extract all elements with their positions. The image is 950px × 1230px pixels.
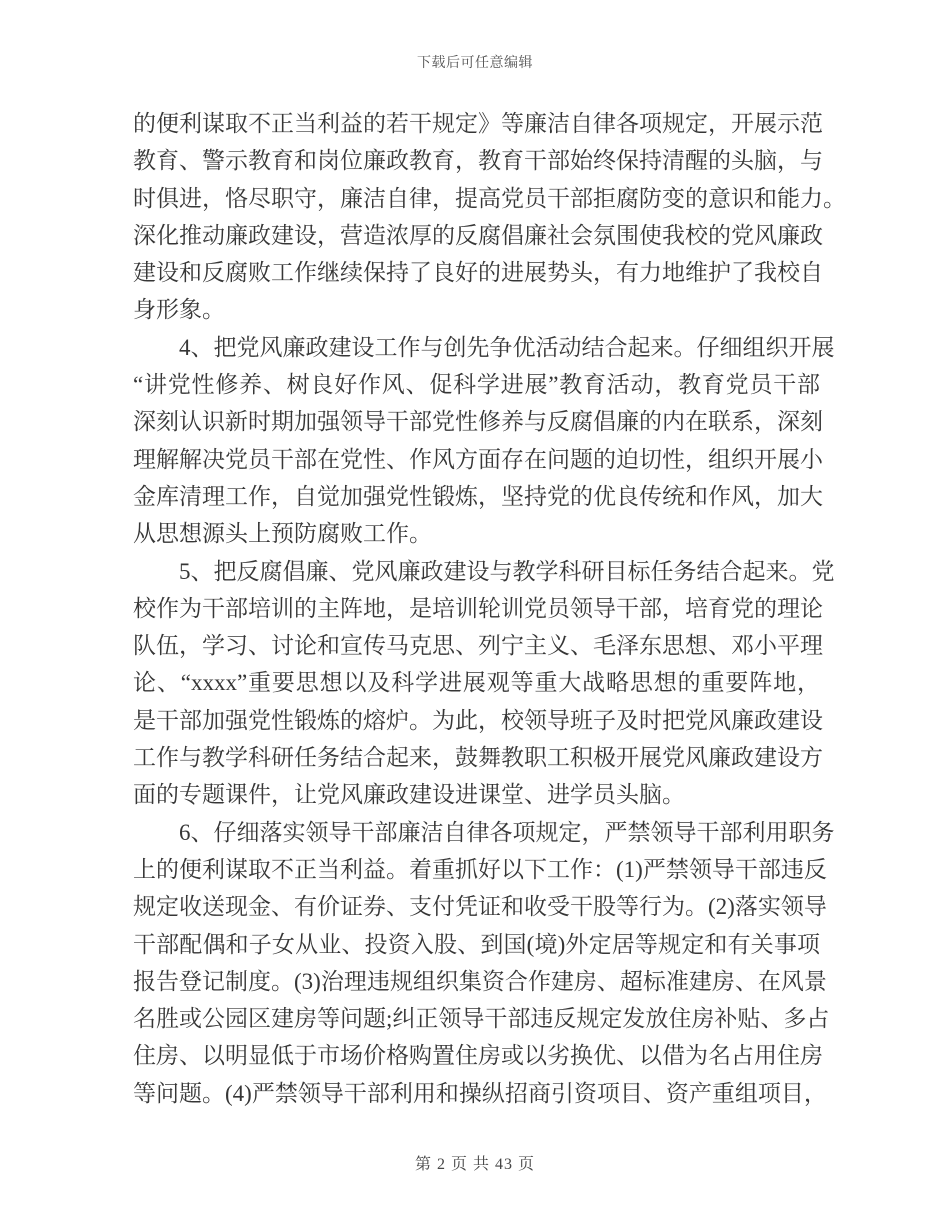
text-line: 教育、警示教育和岗位廉政教育，教育干部始终保持清醒的头脑，与	[133, 148, 823, 174]
text-line: 金库清理工作，自觉加强党性锻炼，坚持党的优良传统和作风，加大	[133, 483, 823, 509]
page-number-footer: 第 2 页 共 43 页	[414, 1156, 535, 1173]
text-line: 面的专题课件，让党风廉政建设进课堂、进学员头脑。	[133, 782, 685, 808]
text-line: 规定收送现金、有价证券、支付凭证和收受干股等行为。(2)落实领导	[133, 894, 827, 920]
text-line: 时俱进，恪尽职守，廉洁自律，提高党员干部拒腐防变的意识和能力。	[133, 185, 846, 211]
text-line: “讲党性修养、树良好作风、促科学进展”教育活动，教育党员干部	[133, 372, 820, 398]
text-line: 等问题。(4)严禁领导干部利用和操纵招商引资项目、资产重组项目，	[133, 1080, 827, 1106]
text-line: 干部配偶和子女从业、投资入股、到国(境)外定居等规定和有关事项	[133, 931, 820, 957]
text-line: 的便利谋取不正当利益的若干规定》等廉洁自律各项规定，开展示范	[133, 111, 823, 136]
document-body	[133, 105, 846, 1112]
text-line: 理解解决党员干部在党性、作风方面存在问题的迫切性，组织开展小	[133, 446, 823, 472]
text-line: 报告登记制度。(3)治理违规组织集资合作建房、超标准建房、在风景	[133, 968, 827, 994]
text-line: 论、“xxxx”重要思想以及科学进展观等重大战略思想的重要阵地，	[133, 670, 820, 696]
text-line: 校作为干部培训的主阵地，是培训轮训党员领导干部，培育党的理论	[133, 595, 823, 621]
header-watermark: 下载后可任意编辑	[417, 56, 533, 71]
text-line: 是干部加强党性锻炼的熔炉。为此，校领导班子及时把党风廉政建设	[133, 707, 823, 733]
text-line: 建设和反腐败工作继续保持了良好的进展势头，有力地维护了我校自	[133, 260, 823, 286]
text-line: 深刻认识新时期加强领导干部党性修养与反腐倡廉的内在联系，深刻	[133, 409, 823, 435]
text-line: 从思想源头上预防腐败工作。	[133, 521, 432, 547]
text-line: 名胜或公园区建房等问题;纠正领导干部违反规定发放住房补贴、多占	[133, 1006, 830, 1032]
text-line: 深化推动廉政建设，营造浓厚的反腐倡廉社会氛围使我校的党风廉政	[133, 222, 823, 248]
text-line: 5、把反腐倡廉、党风廉政建设与教学科研目标任务结合起来。党	[179, 558, 835, 584]
text-line: 上的便利谋取不正当利益。着重抓好以下工作：(1)严禁领导干部违反	[133, 856, 827, 882]
text-line: 工作与教学科研任务结合起来，鼓舞教职工积极开展党风廉政建设方	[133, 745, 823, 771]
text-line: 4、把党风廉政建设工作与创先争优活动结合起来。仔细组织开展	[179, 334, 835, 360]
text-line: 队伍，学习、讨论和宣传马克思、列宁主义、毛泽东思想、邓小平理	[133, 633, 823, 659]
text-line: 住房、以明显低于市场价格购置住房或以劣换优、以借为名占用住房	[133, 1043, 823, 1069]
text-line: 身形象。	[133, 297, 225, 323]
text-line: 6、仔细落实领导干部廉洁自律各项规定，严禁领导干部利用职务	[179, 819, 835, 845]
